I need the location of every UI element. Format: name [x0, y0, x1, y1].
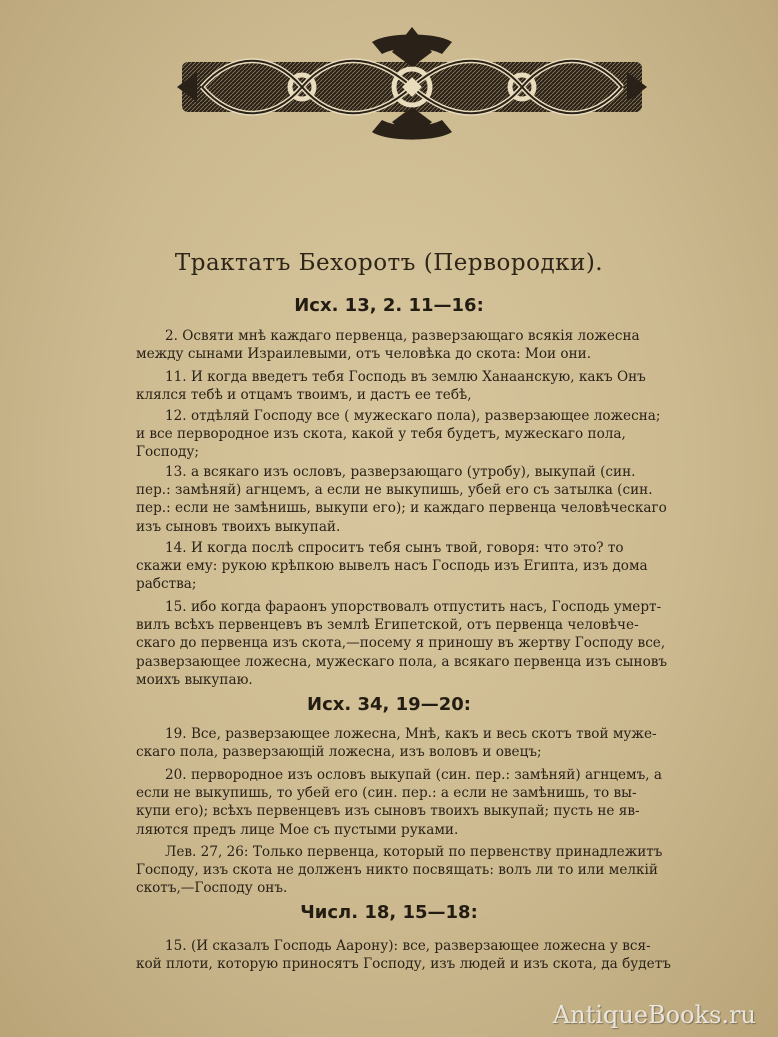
verse-paragraph: [136, 937, 680, 973]
text-line: 15. (И сказалъ Господь Аарону): все, разверзающее ложесна у вся-: [165, 938, 651, 954]
text-line: 11. И когда введетъ тебя Господь въ землю Ханаанскую, какъ Онъ: [165, 369, 646, 385]
watermark: AntiqueBooks.ru: [552, 1001, 756, 1029]
text-line: 19. Все, разверзающее ложесна, Мнѣ, какъ и весь скотъ твой муже-: [165, 726, 657, 742]
text-line: 12. отдѣляй Господу все ( мужескаго пола), разверзающее ложесна;: [165, 408, 661, 424]
verse-paragraph: [136, 539, 680, 594]
text-line: и все первородное изъ скота, какой у тебя будетъ, мужескаго пола,: [136, 426, 626, 443]
text-line: пер.: замѣняй) агнцемъ, а если не выкупишь, убей его съ затылка (син.: [136, 482, 653, 499]
verse-paragraph: [136, 725, 680, 761]
verse-paragraph: [136, 463, 680, 536]
text-line: скаго до первенца изъ скота,—посему я приношу въ жертву Господу все,: [136, 635, 666, 652]
text-line: клялся тебѣ и отцамъ твоимъ, и дастъ ее тебѣ,: [136, 387, 472, 404]
text-line: скаго пола, разверзающій ложесна, изъ воловъ и овецъ;: [136, 744, 542, 761]
text-line: пер.: если не замѣнишь, выкупи его); и каждаго первенца человѣческаго: [136, 500, 667, 517]
verse-paragraph: [136, 598, 680, 689]
text-line: кой плоти, которую приносятъ Господу, изъ людей и изъ скота, да будетъ: [136, 956, 671, 973]
text-line: разверзающее ложесна, мужескаго пола, а всякаго первенца изъ сыновъ: [136, 653, 668, 670]
text-line: ляются предъ лице Мое съ пустыми руками.: [136, 821, 459, 838]
text-line: 2. Освяти мнѣ каждаго первенца, разверзающаго всякія ложесна: [165, 328, 640, 344]
text-line: скажи ему: рукою крѣпкою вывелъ насъ Господь изъ Египта, изъ дома: [136, 558, 648, 575]
text-line: 13. а всякаго изъ ословъ, разверзающаго (утробу), выкупай (син.: [165, 464, 636, 480]
scripture-reference: Исх. 13, 2. 11—16:: [294, 295, 484, 316]
text-line: Господу, изъ скота не долженъ никто посвящать: волъ ли то или мелкій: [136, 862, 658, 879]
verse-paragraph: [136, 766, 680, 839]
treatise-title: Трактатъ Бехоротъ (Первородки).: [174, 250, 604, 276]
text-line: вилъ всѣхъ первенцевъ въ землѣ Египетской, отъ первенца человѣче-: [136, 617, 639, 634]
text-line: между сынами Израилевыми, отъ человѣка до скота: Мои они.: [136, 346, 592, 363]
text-line: 20. первородное изъ ословъ выкупай (син. пер.: замѣняй) агнцемъ, а: [165, 767, 663, 783]
decorative-headpiece-ornament: [172, 22, 652, 144]
text-line: 15. ибо когда фараонъ упорствовалъ отпустить насъ, Господь умерт-: [165, 599, 662, 615]
scripture-reference: Числ. 18, 15—18:: [300, 902, 478, 923]
text-line: если не выкупишь, то убей его (син. пер.: а если не замѣнишь, то вы-: [136, 785, 637, 802]
text-line: изъ сыновъ твоихъ выкупай.: [136, 518, 341, 535]
text-line: купи его); всѣхъ первенцевъ изъ сыновъ твоихъ выкупай; пусть не яв-: [136, 803, 640, 820]
verse-paragraph: [136, 407, 680, 462]
text-line: моихъ выкупаю.: [136, 671, 253, 688]
text-line: рабства;: [136, 576, 197, 593]
verse-paragraph: [136, 843, 680, 898]
text-line: 14. И когда послѣ спроситъ тебя сынъ твой, говоря: что это? то: [165, 540, 624, 556]
text-line: Лев. 27, 26: Только первенца, который по первенству принадлежитъ: [165, 844, 663, 860]
text-line: скотъ,—Господу онъ.: [136, 880, 288, 897]
text-line: Господу;: [136, 444, 199, 461]
verse-paragraph: [136, 368, 680, 404]
verse-paragraph: [136, 327, 680, 363]
scripture-reference: Исх. 34, 19—20:: [307, 694, 471, 715]
